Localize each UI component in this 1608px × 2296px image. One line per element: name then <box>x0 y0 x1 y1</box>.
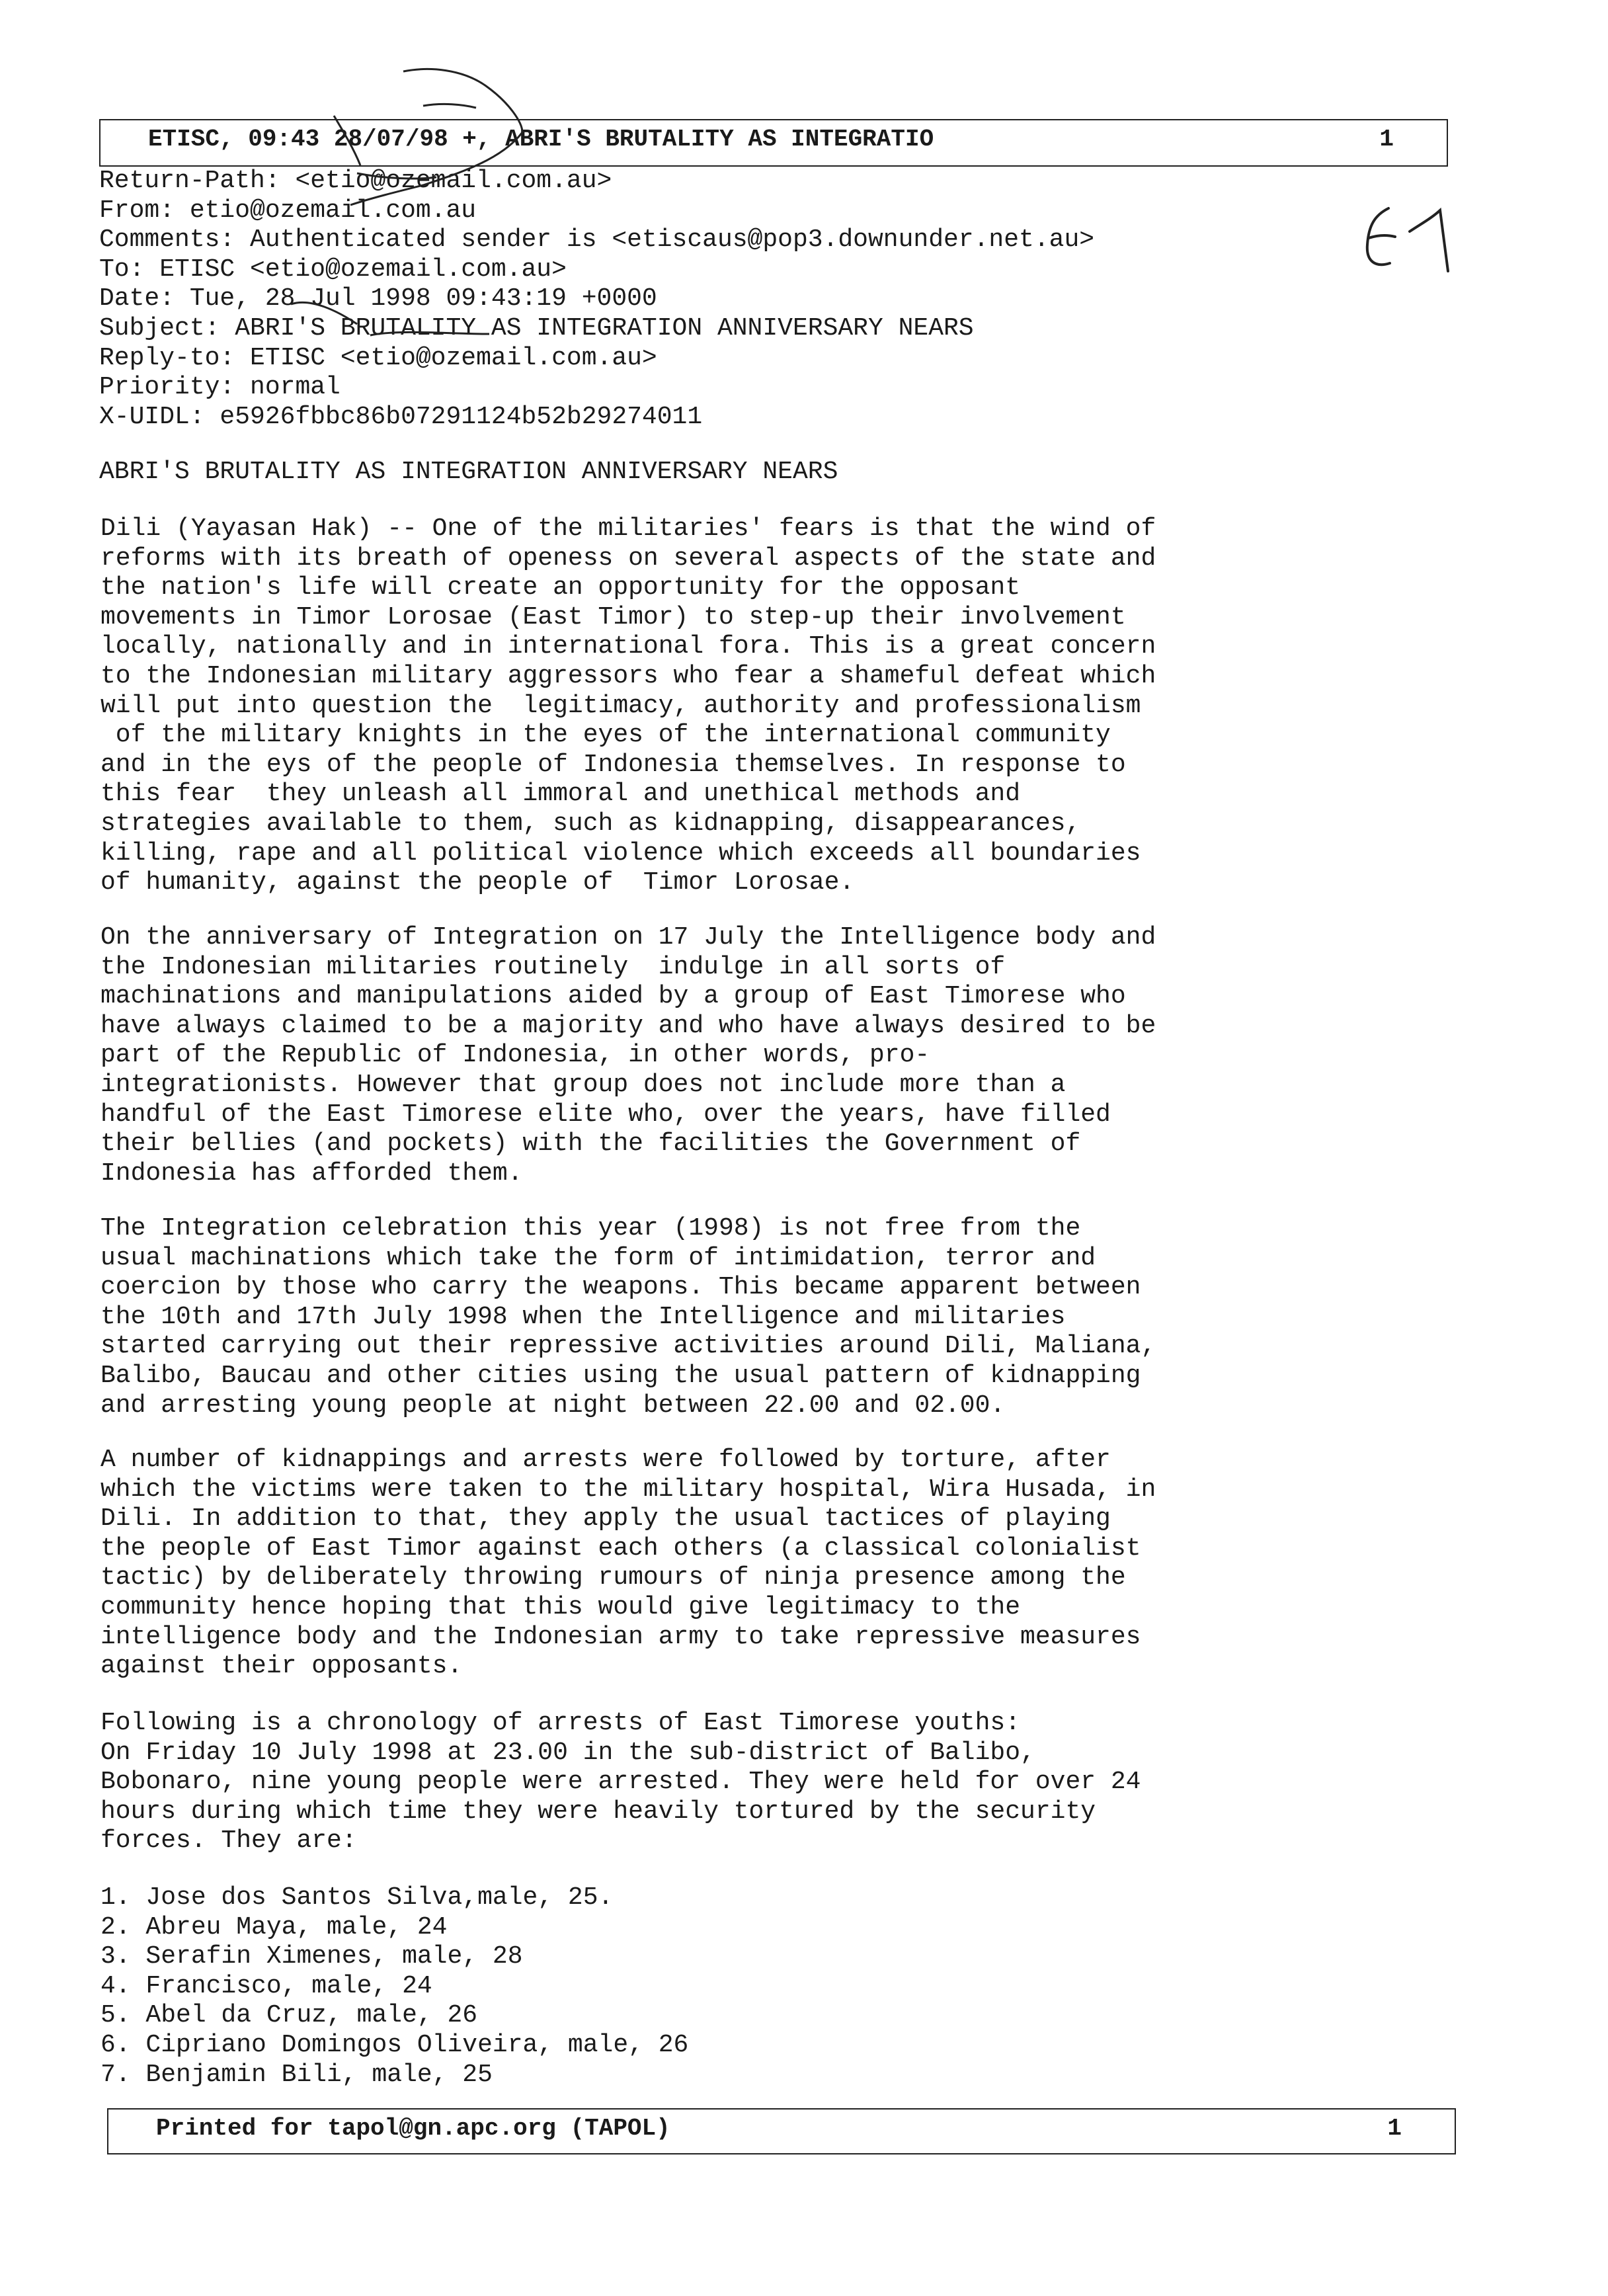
text-line: against their opposants. <box>100 1652 463 1681</box>
header-page-number: 1 <box>1379 126 1394 153</box>
text-line: locally, nationally and in international fora. This is a great concern <box>100 632 1156 661</box>
text-line: Balibo, Baucau and other cities using the usual pattern of kidnapping <box>100 1361 1141 1390</box>
header-to: To: ETISC <etio@ozemail.com.au> <box>99 255 567 284</box>
text-line: machinations and manipulations aided by a group of East Timorese who <box>100 982 1126 1011</box>
text-line: reforms with its breath of openess on several aspects of the state and <box>100 544 1156 573</box>
text-line: usual machinations which take the form of intimidation, terror and <box>100 1243 1096 1272</box>
text-line: and arresting young people at night between 22.00 and 02.00. <box>100 1391 1006 1420</box>
list-item: 2. Abreu Maya, male, 24 <box>100 1912 448 1942</box>
text-line: On Friday 10 July 1998 at 23.00 in the sub-district of Balibo, <box>100 1738 1035 1767</box>
header-return-path: Return-Path: <etio@ozemail.com.au> <box>99 167 612 195</box>
text-line: Indonesia has afforded them. <box>100 1159 523 1188</box>
header-subject: Subject: ABRI'S BRUTALITY AS INTEGRATION ANNIVERSARY NEARS <box>99 313 974 343</box>
header-from: From: etio@ozemail.com.au <box>99 196 477 225</box>
text-line: started carrying out their repressive activities around Dili, Maliana, <box>100 1332 1156 1361</box>
list-item: 7. Benjamin Bili, male, 25 <box>100 2060 493 2089</box>
footer-page-number: 1 <box>1387 2115 1402 2142</box>
header-comments: Comments: Authenticated sender is <etiscaus@pop3.downunder.net.au> <box>99 226 1095 255</box>
header-priority: Priority: normal <box>99 373 341 402</box>
arrested-list <box>100 1883 688 2090</box>
paragraph-2 <box>100 923 1156 1188</box>
text-line: Bobonaro, nine young people were arrested. They were held for over 24 <box>100 1768 1141 1797</box>
paragraph-4 <box>100 1446 1156 1682</box>
list-item: 1. Jose dos Santos Silva,male, 25. <box>100 1883 614 1912</box>
text-line: tactic) by deliberately throwing rumours of ninja presence among the <box>100 1563 1126 1592</box>
text-line: The Integration celebration this year (1998) is not free from the <box>100 1214 1081 1243</box>
footer-bar <box>107 2108 1456 2154</box>
paragraph-1 <box>100 514 1156 898</box>
text-line: killing, rape and all political violence which exceeds all boundaries <box>100 839 1141 868</box>
text-line: to the Indonesian military aggressors who fear a shameful defeat which <box>100 661 1156 690</box>
text-line: Following is a chronology of arrests of East Timorese youths: <box>100 1709 1021 1737</box>
text-line: movements in Timor Lorosae (East Timor) to step-up their involvement <box>100 602 1126 632</box>
text-line: integrationists. However that group does not include more than a <box>100 1070 1066 1099</box>
text-line: Dili (Yayasan Hak) -- One of the militaries' fears is that the wind of <box>100 514 1156 543</box>
text-line: strategies available to them, such as kidnapping, disappearances, <box>100 809 1081 838</box>
text-line: On the anniversary of Integration on 17 July the Intelligence body and <box>100 923 1156 952</box>
footer-bar-text: Printed for tapol@gn.apc.org (TAPOL) <box>156 2115 670 2142</box>
list-item: 5. Abel da Cruz, male, 26 <box>100 2001 478 2030</box>
text-line: will put into question the legitimacy, authority and professionalism <box>100 691 1141 720</box>
text-line: coercion by those who carry the weapons. This became apparent between <box>100 1273 1141 1302</box>
article-title: ABRI'S BRUTALITY AS INTEGRATION ANNIVERSARY NEARS <box>99 458 838 486</box>
header-date: Date: Tue, 28 Jul 1998 09:43:19 +0000 <box>99 284 657 313</box>
text-line: of humanity, against the people of Timor Lorosae. <box>100 868 855 897</box>
text-line: the 10th and 17th July 1998 when the Intelligence and militaries <box>100 1302 1066 1331</box>
text-line: handful of the East Timorese elite who, over the years, have filled <box>100 1100 1111 1129</box>
text-line: their bellies (and pockets) with the facilities the Government of <box>100 1129 1081 1159</box>
list-item: 4. Francisco, male, 24 <box>100 1971 432 2000</box>
text-line: the people of East Timor against each others (a classical colonialist <box>100 1534 1141 1563</box>
text-line: which the victims were taken to the military hospital, Wira Husada, in <box>100 1475 1156 1504</box>
text-line: intelligence body and the Indonesian army to take repressive measures <box>100 1622 1141 1651</box>
list-item: 6. Cipriano Domingos Oliveira, male, 26 <box>100 2030 689 2059</box>
header-x-uidl: X-UIDL: e5926fbbc86b07291124b52b29274011 <box>99 402 703 431</box>
text-line: forces. They are: <box>100 1826 357 1856</box>
list-item: 3. Serafin Ximenes, male, 28 <box>100 1942 523 1971</box>
header-bar-text: ETISC, 09:43 28/07/98 +, ABRI'S BRUTALITY AS INTEGRATIO <box>148 126 934 153</box>
text-line: the Indonesian militaries routinely indulge in all sorts of <box>100 952 1006 981</box>
handwritten-annotations <box>0 0 1608 463</box>
text-line: have always claimed to be a majority and who have always desired to be <box>100 1011 1156 1040</box>
text-line: part of the Republic of Indonesia, in other words, pro- <box>100 1041 930 1070</box>
header-reply-to: Reply-to: ETISC <etio@ozemail.com.au> <box>99 343 657 372</box>
text-line: and in the eys of the people of Indonesia themselves. In response to <box>100 750 1126 779</box>
text-line: A number of kidnappings and arrests were followed by torture, after <box>100 1446 1111 1474</box>
paragraph-5 <box>100 1709 1141 1856</box>
text-line: Dili. In addition to that, they apply the usual tactices of playing <box>100 1504 1111 1534</box>
text-line: community hence hoping that this would give legitimacy to the <box>100 1592 1021 1621</box>
text-line: of the military knights in the eyes of the international community <box>100 721 1111 750</box>
text-line: this fear they unleash all immoral and unethical methods and <box>100 780 1021 809</box>
text-line: hours during which time they were heavily tortured by the security <box>100 1797 1096 1826</box>
text-line: the nation's life will create an opportunity for the opposant <box>100 573 1021 602</box>
paragraph-3 <box>100 1214 1156 1420</box>
